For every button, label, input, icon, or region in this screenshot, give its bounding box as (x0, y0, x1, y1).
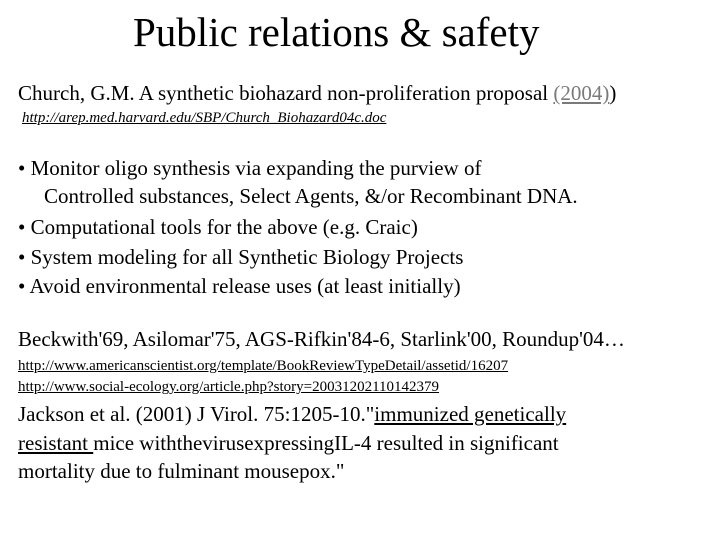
americanscientist-link[interactable]: http://www.americanscientist.org/template/BookReviewTypeDetail/assetid/16207 (18, 358, 509, 374)
bullet-item-4: • Avoid environmental release uses (at least initially) (18, 274, 461, 298)
jackson-citation-line-3: mortality due to fulminant mousepox." (18, 459, 345, 483)
bullet-item-3: • System modeling for all Synthetic Biology Projects (18, 245, 464, 269)
bullet-item-1: • Monitor oligo synthesis via expanding the purview of (18, 156, 482, 180)
history-list: Beckwith'69, Asilomar'75, AGS-Rifkin'84-6, Starlink'00, Roundup'04… (18, 327, 625, 351)
jackson-citation-line-1 (18, 401, 566, 427)
social-ecology-link[interactable]: http://www.social-ecology.org/article.php?story=20031202110142379 (18, 379, 440, 395)
reference-citation (18, 80, 616, 106)
jackson-underlined-2: resistant (18, 431, 94, 455)
bullet-item-2: • Computational tools for the above (e.g. Craic) (18, 215, 418, 239)
reference-url-link[interactable]: http://arep.med.harvard.edu/SBP/Church_Biohazard04c.doc (22, 110, 387, 126)
jackson-prefix: Jackson et al. (2001) J Virol. 75:1205-10." (18, 402, 375, 426)
jackson-underlined-1: immunized genetically (374, 402, 567, 426)
jackson-rest: mice withthevirusexpressingIL-4 resulted in significant (93, 431, 559, 455)
reference-year-link[interactable]: (2004) (553, 81, 610, 105)
bullet-item-1-continued: Controlled substances, Select Agents, &/or Recombinant DNA. (44, 184, 578, 208)
reference-close-paren: ) (609, 81, 617, 105)
jackson-citation-line-2 (18, 430, 559, 456)
page-title: Public relations & safety (133, 9, 540, 55)
reference-text: Church, G.M. A synthetic biohazard non-proliferation proposal (18, 81, 554, 105)
